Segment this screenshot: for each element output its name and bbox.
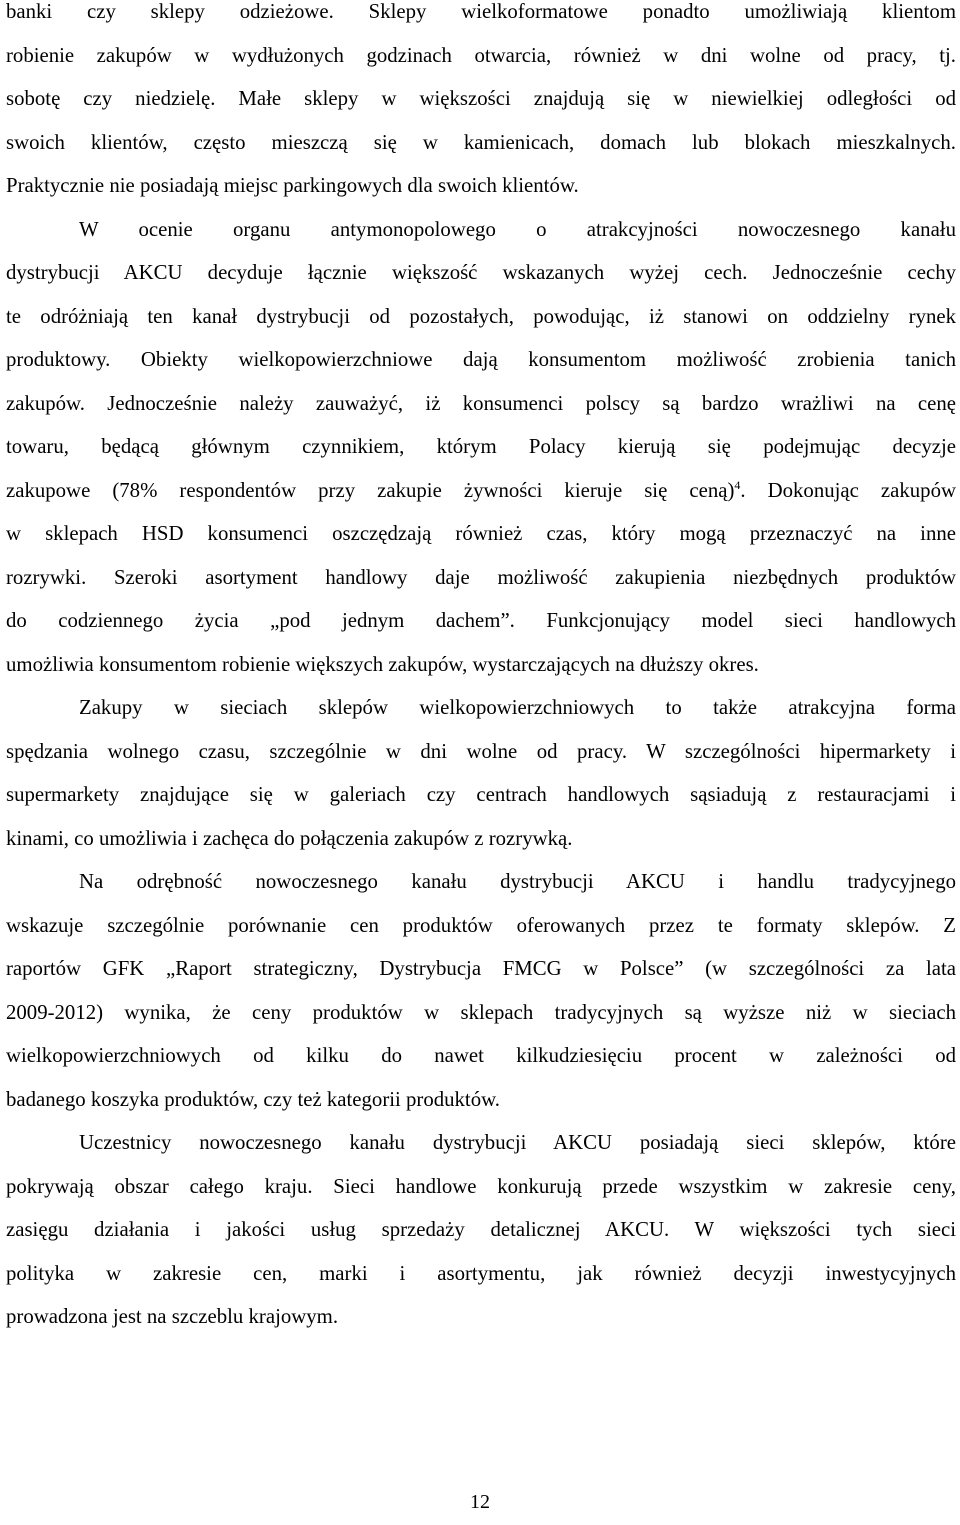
text-line: W ocenie organu antymonopolowego o atrakcyjności nowoczesnego kanału: [79, 217, 956, 241]
page-number: 12: [470, 1491, 490, 1513]
text-line: zasięgu działania i jakości usług sprzedaży detalicznej AKCU. W większości tych sieci: [6, 1218, 956, 1241]
text-line: rozrywki. Szeroki asortyment handlowy daje możliwość zakupienia niezbędnych produktów: [6, 565, 956, 589]
footnote-marker[interactable]: 4: [734, 477, 741, 492]
text-line: zakupów. Jednocześnie należy zauważyć, iż konsumenci polscy są bardzo wrażliwi na cenę: [6, 391, 956, 415]
text-line: Uczestnicy nowoczesnego kanału dystrybucji AKCU posiadają sieci sklepów, które: [79, 1131, 956, 1154]
text-line: Praktycznie nie posiadają miejsc parkingowych dla swoich klientów.: [6, 174, 579, 197]
text-line: umożliwia konsumentom robienie większych zakupów, wystarczających na dłuższy okres.: [6, 652, 759, 676]
paragraph-3: [6, 686, 956, 860]
text-line: dystrybucji AKCU decyduje łącznie większość wskazanych wyżej cech. Jednocześnie cechy: [6, 261, 956, 284]
text-line: produktowy. Obiekty wielkopowierzchniowe dają konsumentom możliwość zrobienia tanich: [6, 348, 956, 371]
paragraph-1: [6, 0, 956, 208]
text-line: Na odrębność nowoczesnego kanału dystrybucji AKCU i handlu tradycyjnego: [79, 870, 956, 893]
text-line: sobotę czy niedzielę. Małe sklepy w większości znajdują się w niewielkiej odległości od: [6, 87, 956, 110]
text-line: wskazuje szczególnie porównanie cen produktów oferowanych przez te formaty sklepów. Z: [6, 913, 956, 937]
text-line: te odróżniają ten kanał dystrybucji od pozostałych, powodując, iż stanowi on oddzielny rynek: [6, 304, 956, 328]
text-line: towaru, będącą głównym czynnikiem, którym Polacy kierują się podejmując decyzje: [6, 435, 956, 458]
text-line: kinami, co umożliwia i zachęca do połączenia zakupów z rozrywką.: [6, 826, 573, 850]
text-line: swoich klientów, często mieszczą się w kamienicach, domach lub blokach mieszkalnych.: [6, 130, 956, 154]
text-line: wielkopowierzchniowych od kilku do nawet kilkudziesięciu procent w zależności od: [6, 1044, 956, 1067]
text-line: w sklepach HSD konsumenci oszczędzają również czas, który mogą przeznaczyć na inne: [6, 522, 956, 545]
text-line: polityka w zakresie cen, marki i asortymentu, jak również decyzji inwestycyjnych: [6, 1261, 956, 1285]
text-line: supermarkety znajdujące się w galeriach czy centrach handlowych sąsiadują z restauracjami i: [6, 783, 956, 806]
text-line: robienie zakupów w wydłużonych godzinach otwarcia, również w dni wolne od pracy, tj.: [6, 43, 956, 67]
text-line: spędzania wolnego czasu, szczególnie w dni wolne od pracy. W szczególności hipermarkety i: [6, 739, 956, 763]
text-line: prowadzona jest na szczeblu krajowym.: [6, 1305, 339, 1328]
paragraph-4: [6, 860, 956, 1121]
text-fragment: zakupowe (78% respondentów przy zakupie żywności kieruje się ceną): [6, 478, 735, 502]
text-line: banki czy sklepy odzieżowe. Sklepy wielkoformatowe ponadto umożliwiają klientom: [6, 0, 956, 23]
text-fragment: . Dokonując zakupów: [740, 478, 956, 502]
text-line: 2009-2012) wynika, że ceny produktów w sklepach tradycyjnych są wyższe niż w sieciach: [6, 1000, 956, 1024]
text-line: raportów GFK „Raport strategiczny, Dystrybucja FMCG w Polsce” (w szczególności za lata: [6, 957, 956, 980]
text-line: pokrywają obszar całego kraju. Sieci handlowe konkurują przede wszystkim w zakresie ceny,: [6, 1174, 956, 1198]
paragraph-5: [6, 1121, 956, 1339]
text-line-with-footnote: [6, 469, 956, 513]
text-line: badanego koszyka produktów, czy też kategorii produktów.: [6, 1087, 500, 1111]
text-line: do codziennego życia „pod jednym dachem”. Funkcjonujący model sieci handlowych: [6, 609, 956, 632]
paragraph-2: [6, 208, 956, 687]
text-line: Zakupy w sieciach sklepów wielkopowierzchniowych to także atrakcyjna forma: [79, 696, 956, 719]
